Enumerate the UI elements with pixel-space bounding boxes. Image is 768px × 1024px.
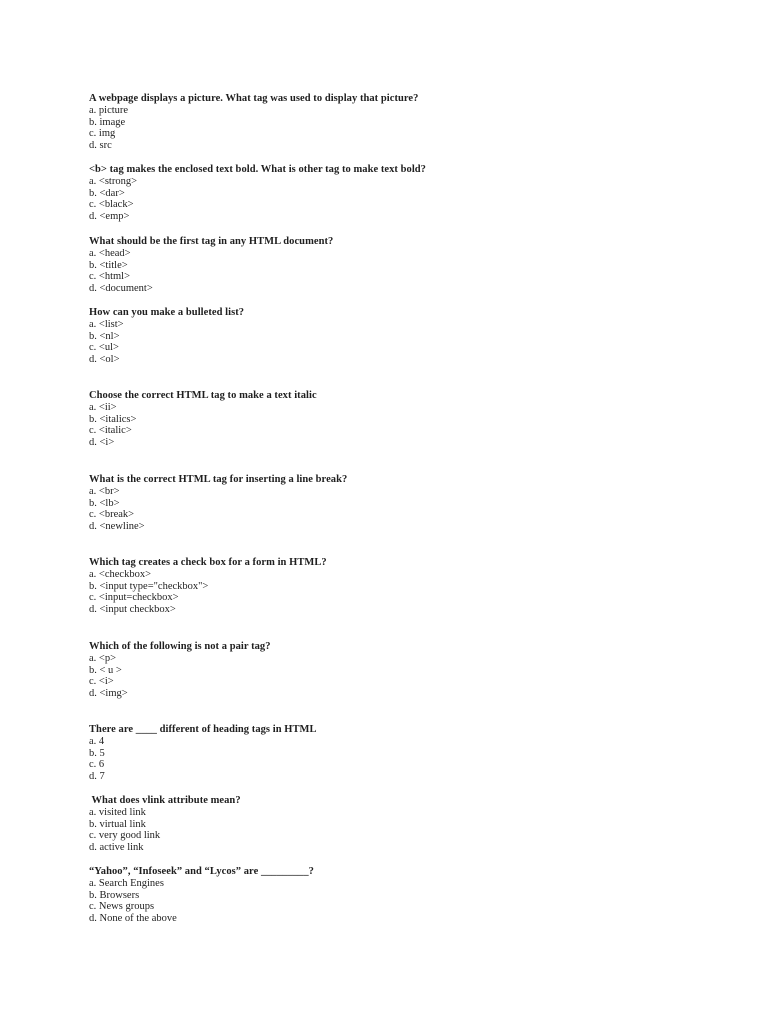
option-c: c. 6 xyxy=(89,759,105,771)
question-text: How can you make a bulleted list? xyxy=(89,307,245,318)
option-b: b. virtual link xyxy=(89,818,146,830)
question-text: Choose the correct HTML tag to make a text italic xyxy=(89,390,317,401)
option-c: c. News groups xyxy=(89,901,155,913)
option-c: c. <html> xyxy=(89,271,131,283)
option-c: c. very good link xyxy=(89,830,161,842)
option-d: d. <ol> xyxy=(89,354,120,366)
option-b: b. <nl> xyxy=(89,330,120,342)
option-d: d. <document> xyxy=(89,283,153,295)
option-a: a. visited link xyxy=(89,806,146,818)
option-b: b. <input type="checkbox"> xyxy=(89,580,209,592)
question-block xyxy=(89,641,729,700)
question-text: Which of the following is not a pair tag? xyxy=(89,641,271,652)
question-text: What does vlink attribute mean? xyxy=(89,795,241,806)
option-a: a. <checkbox> xyxy=(89,568,151,580)
question-block xyxy=(89,866,729,925)
option-b: b. < u > xyxy=(89,664,122,676)
option-d: d. src xyxy=(89,140,112,152)
question-block xyxy=(89,795,729,854)
question-text: What should be the first tag in any HTML document? xyxy=(89,236,334,247)
option-a: a. Search Engines xyxy=(89,877,164,889)
question-block xyxy=(89,93,729,152)
option-c: c. <ul> xyxy=(89,342,119,354)
option-b: b. 5 xyxy=(89,747,105,759)
question-block xyxy=(89,164,729,223)
option-a: a. <ii> xyxy=(89,401,117,413)
option-b: b. <lb> xyxy=(89,497,120,509)
option-c: c. img xyxy=(89,128,116,140)
option-d: d. active link xyxy=(89,842,144,854)
option-d: d. None of the above xyxy=(89,913,177,925)
option-a: a. <list> xyxy=(89,318,124,330)
question-block xyxy=(89,236,729,295)
option-b: b. image xyxy=(89,116,126,128)
option-d: d. 7 xyxy=(89,771,105,783)
option-c: c. <italic> xyxy=(89,425,132,437)
question-block xyxy=(89,557,729,616)
question-text: “Yahoo”, “Infoseek” and “Lycos” are _________? xyxy=(89,866,314,877)
question-block xyxy=(89,307,729,366)
option-c: c. <input=checkbox> xyxy=(89,592,179,604)
option-c: c. <black> xyxy=(89,199,134,211)
option-d: d. <i> xyxy=(89,437,115,449)
option-b: b. <italics> xyxy=(89,413,137,425)
option-a: a. <br> xyxy=(89,485,120,497)
option-c: c. <i> xyxy=(89,676,114,688)
question-text: A webpage displays a picture. What tag was used to display that picture? xyxy=(89,93,419,104)
question-text: There are ____ different of heading tags in HTML xyxy=(89,724,317,735)
option-a: a. <p> xyxy=(89,652,117,664)
option-d: d. <newline> xyxy=(89,521,145,533)
option-a: a. 4 xyxy=(89,735,105,747)
option-d: d. <img> xyxy=(89,688,128,700)
option-b: b. <dar> xyxy=(89,187,125,199)
question-block xyxy=(89,724,729,783)
question-block xyxy=(89,474,729,533)
question-block xyxy=(89,390,729,449)
option-a: a. picture xyxy=(89,104,129,116)
question-text: What is the correct HTML tag for inserting a line break? xyxy=(89,474,348,485)
option-c: c. <break> xyxy=(89,509,135,521)
option-d: d. <input checkbox> xyxy=(89,604,176,616)
option-b: b. <title> xyxy=(89,259,128,271)
option-a: a. <head> xyxy=(89,247,131,259)
option-a: a. <strong> xyxy=(89,175,138,187)
question-text: Which tag creates a check box for a form in HTML? xyxy=(89,557,327,568)
option-b: b. Browsers xyxy=(89,889,140,901)
question-text: <b> tag makes the enclosed text bold. What is other tag to make text bold? xyxy=(89,164,426,175)
option-d: d. <emp> xyxy=(89,211,130,223)
